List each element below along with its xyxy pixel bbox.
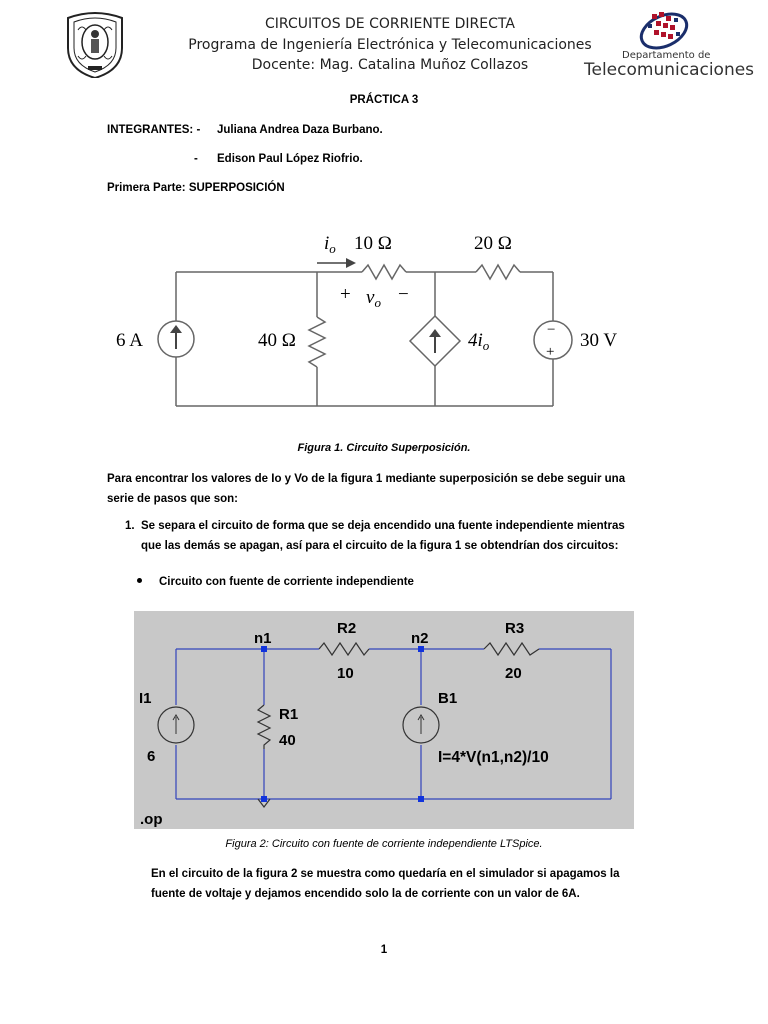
dependent-source-label: $4i_o$ — [468, 330, 490, 353]
part-heading — [107, 178, 285, 198]
r1-value: 40 — [279, 732, 296, 749]
io-arrow — [317, 258, 356, 268]
r2-value: 10 — [337, 665, 354, 682]
header-line-1: CIRCUITOS DE CORRIENTE DIRECTA — [265, 16, 515, 32]
node-ground-marker-1 — [261, 796, 267, 802]
department-logo-big-text: Telecomunicaciones — [584, 60, 755, 80]
io-label: $i_o$ — [324, 233, 336, 256]
paragraph-1-line-2: serie de pasos que son: — [107, 493, 239, 505]
step-1-line-2: que las demás se apagan, así para el circuito de la figura 1 se obtendrían dos circuitos: — [141, 540, 619, 552]
i1-value: 6 — [147, 748, 156, 765]
voltage-source-plus: + — [546, 344, 555, 360]
member-2: Edison Paul López Riofrio. — [217, 153, 363, 165]
current-source-6a-symbol — [158, 321, 194, 357]
op-directive: .op — [140, 811, 163, 828]
member-2-dash: - — [194, 153, 198, 165]
paragraph-1-line-1: Para encontrar los valores de Io y Vo de la figura 1 mediante superposición se debe seguir una — [107, 473, 626, 485]
resistor-40-label: 40 Ω — [258, 330, 296, 351]
practice-title: PRÁCTICA 3 — [349, 94, 419, 106]
step-1-number: 1. — [125, 520, 135, 532]
i1-source-symbol — [158, 707, 194, 743]
university-seal — [62, 8, 128, 78]
source-30v-label: 30 V — [580, 330, 618, 351]
figure-1-circuit — [100, 225, 660, 415]
header-line-3: Docente: Mag. Catalina Muñoz Collazos — [251, 57, 529, 73]
vo-minus: − — [398, 284, 409, 305]
vo-label: $v_o$ — [366, 287, 381, 310]
department-logo-mark — [636, 6, 692, 52]
source-6a-label: 6 A — [116, 330, 143, 351]
r3-value: 20 — [505, 665, 522, 682]
page-number: 1 — [380, 944, 388, 956]
voltage-source-minus: − — [547, 322, 556, 338]
figure-2-caption: Figura 2: Circuito con fuente de corriente independiente LTSpice. — [225, 838, 543, 850]
member-1: Juliana Andrea Daza Burbano. — [217, 124, 383, 136]
r2-label: R2 — [337, 620, 357, 637]
step-1-line-1: Se separa el circuito de forma que se deja encendido una fuente independiente mientras — [141, 520, 625, 532]
r1-label: R1 — [279, 706, 299, 723]
ltspice-background — [134, 611, 634, 829]
node-n2-label: n2 — [411, 630, 429, 647]
bullet-1-text: Circuito con fuente de corriente independiente — [159, 576, 414, 588]
resistor-20-label: 20 Ω — [474, 233, 512, 254]
part-name: SUPERPOSICIÓN — [188, 182, 285, 194]
i1-label: I1 — [139, 690, 152, 707]
b1-source-symbol — [403, 707, 439, 743]
dependent-source-symbol — [410, 316, 460, 366]
paragraph-2-line-2: fuente de voltaje y dejamos encendido solo la de corriente con un valor de 6A. — [151, 888, 580, 900]
department-logo-small-text: Departamento de — [622, 50, 711, 61]
figure-2-ltspice-circuit — [134, 611, 634, 829]
integrantes-label: INTEGRANTES: - — [107, 124, 201, 136]
paragraph-2-line-1: En el circuito de la figura 2 se muestra como quedaría en el simulador si apagamos la — [151, 868, 620, 880]
vo-plus: + — [340, 284, 351, 305]
node-ground-marker-2 — [418, 796, 424, 802]
node-n1-label: n1 — [254, 630, 272, 647]
b1-expression: I=4*V(n1,n2)/10 — [438, 749, 549, 766]
department-logo — [584, 6, 755, 86]
part-label: Primera Parte: — [107, 182, 186, 194]
header-line-2: Programa de Ingeniería Electrónica y Telecomunicaciones — [188, 37, 592, 53]
resistor-10-label: 10 Ω — [354, 233, 392, 254]
b1-label: B1 — [438, 690, 458, 707]
r3-label: R3 — [505, 620, 525, 637]
figure-1-caption: Figura 1. Circuito Superposición. — [297, 442, 471, 454]
bullet-dot — [137, 578, 142, 583]
